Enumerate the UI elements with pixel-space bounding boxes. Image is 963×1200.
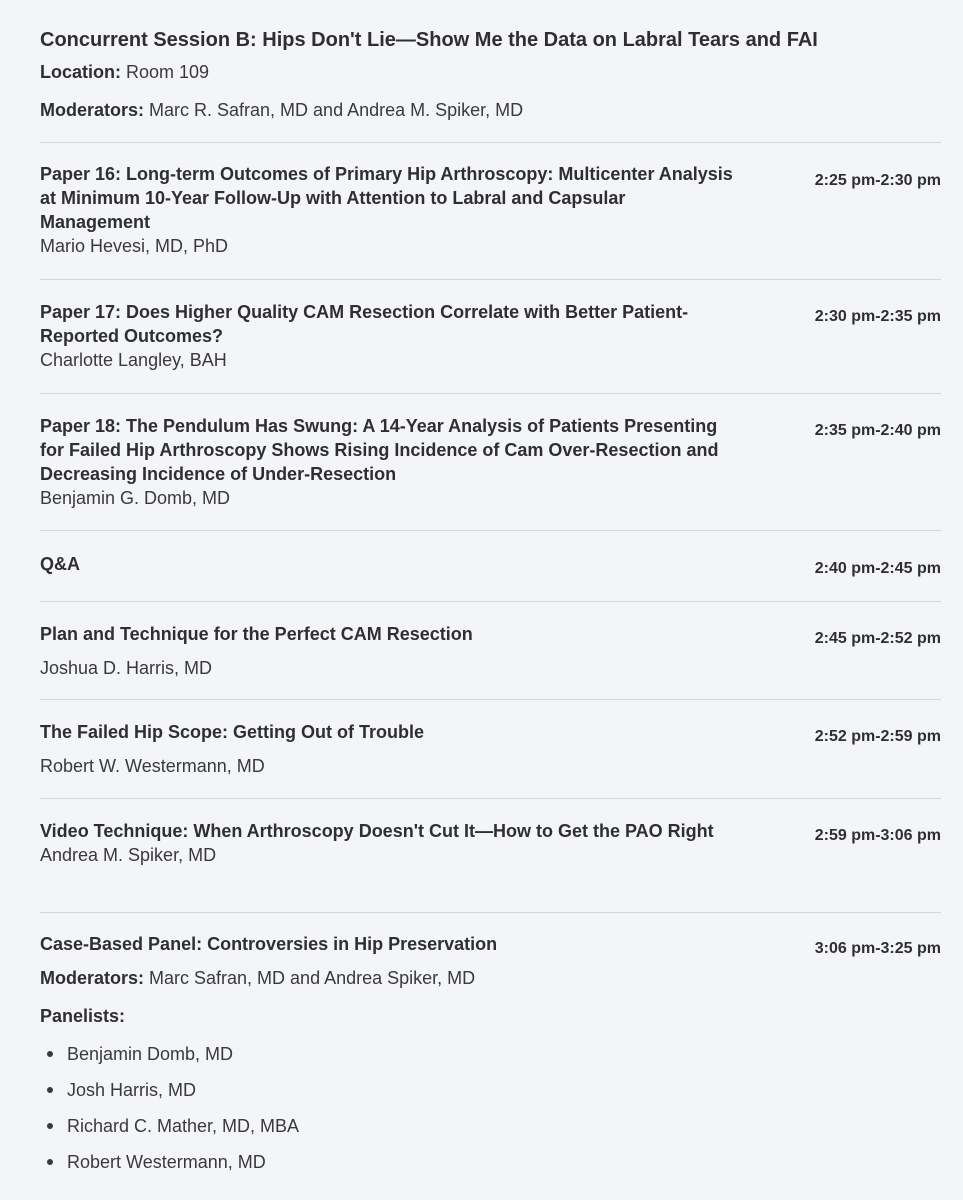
list-item: Benjamin Domb, MD bbox=[40, 1042, 941, 1078]
panelists-heading: Panelists: bbox=[40, 1006, 126, 1026]
divider bbox=[40, 142, 941, 143]
list-item: Robert Westermann, MD bbox=[40, 1150, 941, 1186]
agenda-item bbox=[40, 622, 941, 680]
agenda-item-title: Paper 17: Does Higher Quality CAM Resection Correlate with Better Patient-Reported Outcomes? bbox=[40, 302, 689, 346]
agenda-item-time: 2:40 pm-2:45 pm bbox=[814, 560, 941, 577]
bullet-icon bbox=[47, 1123, 53, 1129]
divider bbox=[40, 530, 941, 531]
agenda-item-speaker: Charlotte Langley, BAH bbox=[40, 350, 227, 370]
session-title: Concurrent Session B: Hips Don't Lie—Show Me the Data on Labral Tears and FAI bbox=[40, 29, 818, 51]
divider bbox=[40, 393, 941, 394]
agenda-item-title: Paper 16: Long-term Outcomes of Primary Hip Arthroscopy: Multicenter Analysis at Minimum 10-Year Follow-Up with Attention to Labral and Capsular Management bbox=[40, 164, 733, 232]
panel-time: 3:06 pm-3:25 pm bbox=[814, 940, 941, 957]
divider bbox=[40, 601, 941, 602]
agenda-item-time: 2:25 pm-2:30 pm bbox=[814, 172, 941, 189]
divider bbox=[40, 699, 941, 700]
agenda-item bbox=[40, 162, 941, 258]
agenda-item-title: Q&A bbox=[40, 554, 80, 574]
agenda-item-speaker: Mario Hevesi, MD, PhD bbox=[40, 236, 229, 256]
agenda-item-title: Paper 18: The Pendulum Has Swung: A 14-Year Analysis of Patients Presenting for Failed Hip Arthroscopy Shows Rising Incidence of Cam Over-Resection and Decreasing Incidence of Under-Resection bbox=[40, 416, 719, 484]
agenda-item-title: Video Technique: When Arthroscopy Doesn't Cut It—How to Get the PAO Right bbox=[40, 821, 714, 841]
agenda-item-time: 2:30 pm-2:35 pm bbox=[814, 308, 941, 325]
divider bbox=[40, 912, 941, 913]
panel-moderators bbox=[40, 966, 941, 990]
agenda-item bbox=[40, 300, 941, 372]
agenda-item bbox=[40, 414, 941, 510]
agenda-item-title: The Failed Hip Scope: Getting Out of Trouble bbox=[40, 722, 425, 742]
agenda-item bbox=[40, 552, 941, 576]
bullet-icon bbox=[47, 1051, 53, 1057]
bullet-icon bbox=[47, 1087, 53, 1093]
divider bbox=[40, 798, 941, 799]
agenda-item-time: 2:59 pm-3:06 pm bbox=[814, 827, 941, 844]
agenda-item bbox=[40, 720, 941, 778]
agenda-item-speaker: Benjamin G. Domb, MD bbox=[40, 488, 231, 508]
list-item: Richard C. Mather, MD, MBA bbox=[40, 1114, 941, 1150]
moderators-label: Moderators: bbox=[40, 100, 145, 120]
agenda-item-title: Plan and Technique for the Perfect CAM Resection bbox=[40, 624, 473, 644]
session-location bbox=[40, 60, 940, 84]
agenda-item bbox=[40, 819, 941, 867]
panel-item bbox=[40, 932, 941, 1186]
moderators-value: Marc R. Safran, MD and Andrea M. Spiker, MD bbox=[144, 100, 524, 120]
agenda-item-time: 2:45 pm-2:52 pm bbox=[814, 630, 941, 647]
panel-moderators-value: Marc Safran, MD and Andrea Spiker, MD bbox=[144, 968, 476, 988]
agenda-item-speaker: Robert W. Westermann, MD bbox=[40, 756, 265, 776]
agenda-item-speaker: Andrea M. Spiker, MD bbox=[40, 845, 217, 865]
agenda-item-speaker: Joshua D. Harris, MD bbox=[40, 658, 213, 678]
location-value: Room 109 bbox=[121, 62, 210, 82]
panel-title: Case-Based Panel: Controversies in Hip Preservation bbox=[40, 934, 498, 954]
agenda-item-time: 2:35 pm-2:40 pm bbox=[814, 422, 941, 439]
divider bbox=[40, 279, 941, 280]
panel-moderators-label: Moderators: bbox=[40, 968, 145, 988]
bullet-icon bbox=[47, 1159, 53, 1165]
agenda-item-time: 2:52 pm-2:59 pm bbox=[814, 728, 941, 745]
list-item: Josh Harris, MD bbox=[40, 1078, 941, 1114]
panelists-list bbox=[40, 1042, 941, 1186]
session-moderators bbox=[40, 98, 940, 122]
location-label: Location: bbox=[40, 62, 121, 82]
session-header bbox=[40, 26, 940, 122]
